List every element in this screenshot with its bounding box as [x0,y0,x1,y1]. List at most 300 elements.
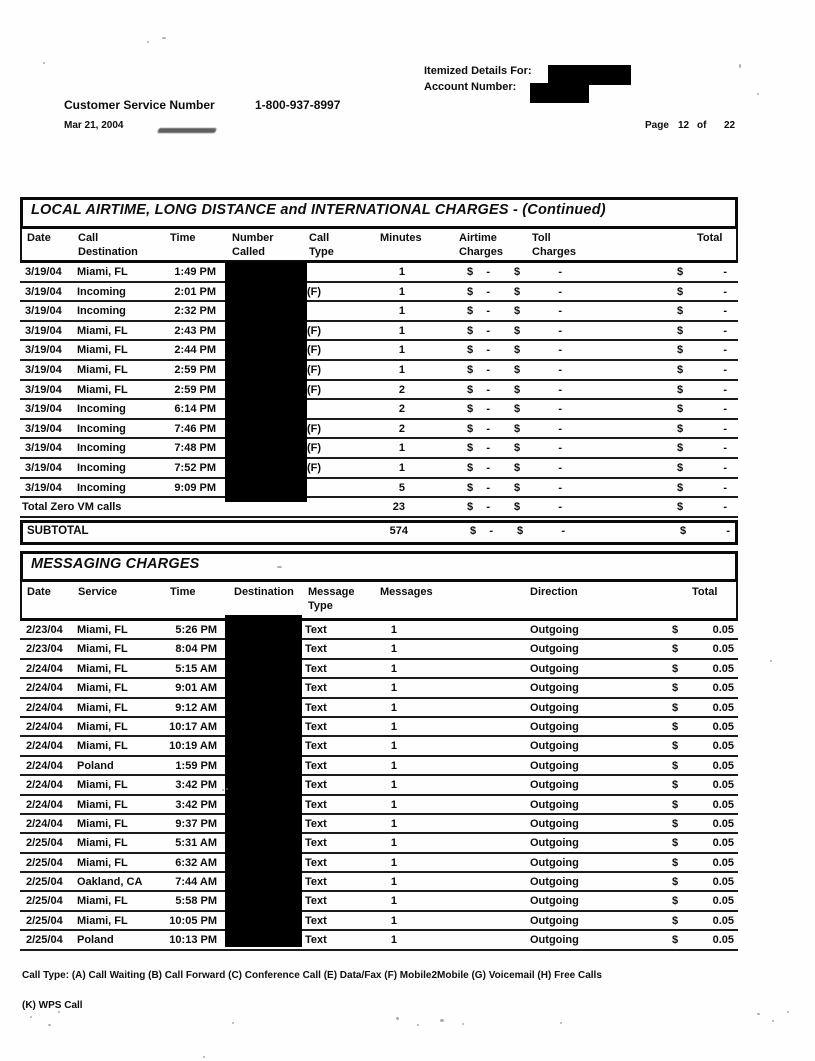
call-destination: Miami, FL [77,324,128,337]
message-count: 1 [390,720,397,733]
dollar-sign: $ [672,643,679,656]
airtime-call-row [20,439,738,459]
message-row [20,796,738,815]
message-time: 9:12 AM [175,701,217,714]
airtime-charge: - [486,403,490,416]
messaging-table-title-box [20,551,738,582]
call-minutes: 1 [398,285,405,298]
dollar-sign: $ [467,461,474,474]
messaging-table-title: MESSAGING CHARGES [31,556,200,572]
subtotal-row [20,520,738,545]
call-time: 2:01 PM [174,285,216,298]
subtotal-total-value: - [726,525,730,538]
call-minutes: 1 [398,363,405,376]
message-total: 0.05 [712,856,734,869]
dollar-sign: $ [672,817,679,830]
message-direction: Outgoing [530,798,579,811]
call-type-legend: Call Type: (A) Call Waiting (B) Call Forward (C) Conference Call (E) Data/Fax (F) Mobile2Mobile (G) Voicemail (H) Free Calls [22,970,602,981]
total-charge: - [723,344,727,357]
dollar-sign: $ [677,403,684,416]
scan-speck [787,1011,789,1013]
call-minutes: 1 [398,461,405,474]
dollar-sign: $ [672,876,679,889]
dollar-sign: $ [677,324,684,337]
statement-date: Mar 21, 2004 [64,120,124,131]
scan-smudge [157,128,217,133]
message-time: 9:01 AM [175,682,217,695]
message-date: 2/24/04 [26,759,63,772]
dollar-sign: $ [672,895,679,908]
dollar-sign: $ [672,720,679,733]
message-count: 1 [390,643,397,656]
message-type: Text [305,624,327,636]
dollar-sign: $ [677,481,684,494]
dollar-sign: $ [677,383,684,396]
message-service: Miami, FL [77,914,128,927]
message-total: 0.05 [712,817,734,830]
redaction-numbers-called [225,262,307,502]
message-date: 2/24/04 [26,662,63,675]
scan-speck [757,1013,760,1015]
call-date: 3/19/04 [25,403,62,416]
call-destination: Miami, FL [77,383,128,396]
message-row [20,699,738,718]
dollar-sign: $ [677,266,684,278]
airtime-charge: - [486,324,490,337]
message-date: 2/24/04 [26,682,63,695]
scan-speck [30,1016,32,1018]
dollar-sign: $ [677,363,684,376]
message-direction: Outgoing [530,914,579,927]
scan-speck [396,1017,399,1020]
toll-charge: - [558,363,562,376]
scan-speck [162,37,166,39]
message-service: Miami, FL [77,798,128,811]
col-time: Time [170,232,196,244]
message-date: 2/25/04 [26,876,63,889]
dollar-sign: $ [514,403,521,416]
total-charge: - [723,266,727,278]
total-charge: - [723,305,727,318]
page-label: Page [645,120,669,131]
message-total: 0.05 [712,720,734,733]
message-date: 2/23/04 [26,624,63,636]
airtime-call-row [20,459,738,479]
message-count: 1 [390,914,397,927]
message-total: 0.05 [712,701,734,714]
message-row [20,931,738,950]
wps-footnote: (K) WPS Call [22,1000,83,1011]
message-type: Text [305,895,327,908]
call-minutes: 1 [398,344,405,357]
airtime-call-row [20,263,738,283]
call-destination: Incoming [77,403,126,416]
message-row [20,640,738,659]
message-type: Text [305,643,327,656]
dollar-sign: $ [672,759,679,772]
airtime-table-title-box [20,197,738,229]
message-type: Text [305,740,327,753]
dollar-sign: $ [514,442,521,455]
dollar-sign: $ [677,461,684,474]
message-total: 0.05 [712,643,734,656]
message-time: 1:59 PM [175,759,217,772]
dollar-sign: $ [467,363,474,376]
message-row [20,737,738,756]
message-count: 1 [390,798,397,811]
messaging-rows [20,621,738,951]
col-call-type: Call Type [309,232,334,258]
dollar-sign: $ [672,798,679,811]
message-type: Text [305,856,327,869]
message-direction: Outgoing [530,643,579,656]
dollar-sign: $ [672,701,679,714]
message-count: 1 [390,837,397,850]
message-direction: Outgoing [530,876,579,889]
message-type: Text [305,662,327,675]
itemized-details-label: Itemized Details For: [424,65,532,77]
message-time: 6:32 AM [175,856,217,869]
message-service: Poland [77,934,114,947]
call-type: (F) [307,461,322,474]
call-destination: Incoming [77,442,126,455]
message-direction: Outgoing [530,895,579,908]
message-date: 2/24/04 [26,798,63,811]
message-total: 0.05 [712,624,734,636]
message-direction: Outgoing [530,759,579,772]
airtime-call-row [20,381,738,401]
message-date: 2/25/04 [26,914,63,927]
message-direction: Outgoing [530,740,579,753]
airtime-charge: - [486,344,490,357]
dollar-sign: $ [677,305,684,318]
message-service: Miami, FL [77,720,128,733]
message-type: Text [305,837,327,850]
total-charge: - [723,363,727,376]
dollar-sign: $ [677,501,684,514]
airtime-charge: - [486,383,490,396]
toll-charge: - [558,344,562,357]
message-date: 2/25/04 [26,856,63,869]
message-date: 2/24/04 [26,779,63,792]
col-number-called: Number Called [232,232,274,258]
scan-speck [203,1056,205,1058]
message-row [20,854,738,873]
subtotal-minutes: 574 [389,525,408,538]
call-time: 2:59 PM [174,363,216,376]
customer-service-number: 1-800-937-8997 [255,98,341,112]
message-service: Poland [77,759,114,772]
col-destination: Destination [234,586,294,598]
call-minutes: 5 [398,481,405,494]
dollar-sign: $ [514,461,521,474]
airtime-call-row [20,302,738,322]
airtime-table-header-row [20,229,738,263]
message-count: 1 [390,701,397,714]
call-date: 3/19/04 [25,324,62,337]
scan-speck [232,1022,234,1024]
message-direction: Outgoing [530,837,579,850]
page-count: 22 [724,120,736,131]
dollar-sign: $ [672,856,679,869]
message-time: 5:15 AM [175,662,217,675]
dollar-sign: $ [514,363,521,376]
call-time: 2:43 PM [174,324,216,337]
dollar-sign: $ [467,266,474,278]
message-date: 2/25/04 [26,837,63,850]
airtime-charge: - [486,305,490,318]
dollar-sign: $ [677,442,684,455]
dollar-sign: $ [672,662,679,675]
call-type: (F) [307,363,322,376]
call-date: 3/19/04 [25,363,62,376]
col-airtime-charges: Airtime Charges [459,232,504,258]
scan-speck [222,789,224,791]
message-total: 0.05 [712,798,734,811]
message-row [20,621,738,640]
dollar-sign: $ [672,740,679,753]
message-date: 2/23/04 [26,643,63,656]
call-destination: Incoming [77,305,126,318]
dollar-sign: $ [467,324,474,337]
message-count: 1 [390,759,397,772]
message-direction: Outgoing [530,856,579,869]
call-time: 7:52 PM [174,461,216,474]
message-time: 10:05 PM [169,914,217,927]
dollar-sign: $ [467,422,474,435]
col-time: Time [170,586,196,598]
message-type: Text [305,701,327,714]
message-time: 9:37 PM [175,817,217,830]
airtime-charge: - [486,266,490,278]
col-date: Date [27,586,51,598]
col-call-destination: Call Destination [78,232,138,258]
total-charge: - [723,285,727,298]
message-count: 1 [390,624,397,636]
message-row [20,776,738,795]
message-count: 1 [390,779,397,792]
call-date: 3/19/04 [25,481,62,494]
message-direction: Outgoing [530,662,579,675]
message-row [20,757,738,776]
airtime-charge: - [486,461,490,474]
messaging-charges-table [20,551,738,951]
message-direction: Outgoing [530,701,579,714]
toll-charge: - [558,461,562,474]
message-time: 5:31 AM [175,837,217,850]
dollar-sign: $ [672,934,679,947]
total-charge: - [723,324,727,337]
total-airtime-value: - [486,501,490,514]
message-date: 2/25/04 [26,895,63,908]
message-service: Miami, FL [77,779,128,792]
dollar-sign: $ [514,324,521,337]
total-toll-value: - [558,501,562,514]
message-time: 8:04 PM [175,643,217,656]
scan-speck [43,62,45,64]
message-date: 2/24/04 [26,740,63,753]
scan-speck [226,788,228,790]
message-count: 1 [390,856,397,869]
total-charge: - [723,461,727,474]
call-type: (F) [307,324,322,337]
call-minutes: 2 [398,422,405,435]
dollar-sign: $ [470,525,477,538]
total-charge: - [723,403,727,416]
total-zero-vm-label: Total Zero VM calls [22,501,122,514]
message-type: Text [305,934,327,947]
scan-speck [770,660,772,662]
message-total: 0.05 [712,876,734,889]
call-destination: Incoming [77,285,126,298]
airtime-charge: - [486,363,490,376]
scan-speck [462,1023,464,1025]
redaction-account-number [530,83,589,103]
message-direction: Outgoing [530,682,579,695]
message-type: Text [305,798,327,811]
dollar-sign: $ [467,344,474,357]
dollar-sign: $ [677,422,684,435]
airtime-charge: - [486,285,490,298]
call-destination: Incoming [77,422,126,435]
scan-speck [58,1011,60,1013]
message-service: Miami, FL [77,624,128,636]
call-date: 3/19/04 [25,442,62,455]
call-minutes: 1 [398,266,405,278]
subtotal-airtime-value: - [489,525,493,538]
message-time: 5:26 PM [175,624,217,636]
toll-charge: - [558,403,562,416]
dollar-sign: $ [672,779,679,792]
message-time: 5:58 PM [175,895,217,908]
message-row [20,660,738,679]
message-count: 1 [390,817,397,830]
message-time: 10:17 AM [169,720,217,733]
call-date: 3/19/04 [25,344,62,357]
message-count: 1 [390,662,397,675]
call-date: 3/19/04 [25,383,62,396]
call-time: 1:49 PM [174,266,216,278]
message-time: 3:42 PM [175,779,217,792]
total-charge: - [723,442,727,455]
page-of-label: of [697,120,707,131]
message-type: Text [305,720,327,733]
messaging-table-header-row [20,582,738,621]
message-date: 2/25/04 [26,934,63,947]
dollar-sign: $ [514,305,521,318]
dollar-sign: $ [672,914,679,927]
message-type: Text [305,817,327,830]
dollar-sign: $ [514,344,521,357]
airtime-call-row [20,479,738,499]
scan-speck [277,566,282,568]
toll-charge: - [558,481,562,494]
scan-speck [757,93,759,95]
call-destination: Miami, FL [77,266,128,278]
call-time: 6:14 PM [174,403,216,416]
total-charge: - [723,383,727,396]
customer-service-label: Customer Service Number [64,98,215,112]
total-charge: - [723,481,727,494]
call-type: (F) [307,442,322,455]
airtime-charge: - [486,481,490,494]
airtime-call-row [20,322,738,342]
message-service: Miami, FL [77,817,128,830]
call-time: 2:32 PM [174,305,216,318]
message-type: Text [305,779,327,792]
message-count: 1 [390,876,397,889]
col-total: Total [692,586,718,598]
total-zero-vm-row [20,498,738,518]
col-service: Service [78,586,118,598]
dollar-sign: $ [467,481,474,494]
total-total-value: - [723,501,727,514]
airtime-call-row [20,400,738,420]
message-date: 2/24/04 [26,720,63,733]
call-date: 3/19/04 [25,461,62,474]
redaction-itemized-details [548,65,631,85]
subtotal-label: SUBTOTAL [27,525,89,538]
scan-speck [772,1020,774,1022]
dollar-sign: $ [467,305,474,318]
dollar-sign: $ [514,481,521,494]
message-direction: Outgoing [530,817,579,830]
message-direction: Outgoing [530,720,579,733]
message-type: Text [305,876,327,889]
scan-speck [147,41,149,43]
call-destination: Miami, FL [77,363,128,376]
airtime-table-title: LOCAL AIRTIME, LONG DISTANCE and INTERNATIONAL CHARGES - (Continued) [31,202,606,218]
total-minutes: 23 [392,501,405,514]
airtime-call-row [20,420,738,440]
message-total: 0.05 [712,914,734,927]
call-date: 3/19/04 [25,266,62,278]
call-destination: Incoming [77,461,126,474]
call-minutes: 2 [398,383,405,396]
call-time: 9:09 PM [174,481,216,494]
toll-charge: - [558,285,562,298]
col-date: Date [27,232,51,244]
col-toll-charges: Toll Charges [532,232,577,258]
message-service: Oakland, CA [77,876,143,889]
message-total: 0.05 [712,779,734,792]
toll-charge: - [558,383,562,396]
col-messages: Messages [380,586,433,598]
message-direction: Outgoing [530,624,579,636]
airtime-call-row [20,361,738,381]
message-total: 0.05 [712,895,734,908]
call-time: 7:48 PM [174,442,216,455]
message-row [20,718,738,737]
call-minutes: 1 [398,305,405,318]
message-service: Miami, FL [77,837,128,850]
col-message-type: Message Type [308,586,355,612]
message-time: 7:44 AM [175,876,217,889]
airtime-rows [20,263,738,498]
dollar-sign: $ [672,624,679,636]
airtime-charges-table [20,197,738,545]
message-row [20,912,738,931]
dollar-sign: $ [467,383,474,396]
airtime-call-row [20,283,738,303]
airtime-charge: - [486,442,490,455]
toll-charge: - [558,305,562,318]
dollar-sign: $ [514,285,521,298]
col-total: Total [697,232,723,244]
message-row [20,873,738,892]
dollar-sign: $ [672,682,679,695]
message-total: 0.05 [712,662,734,675]
